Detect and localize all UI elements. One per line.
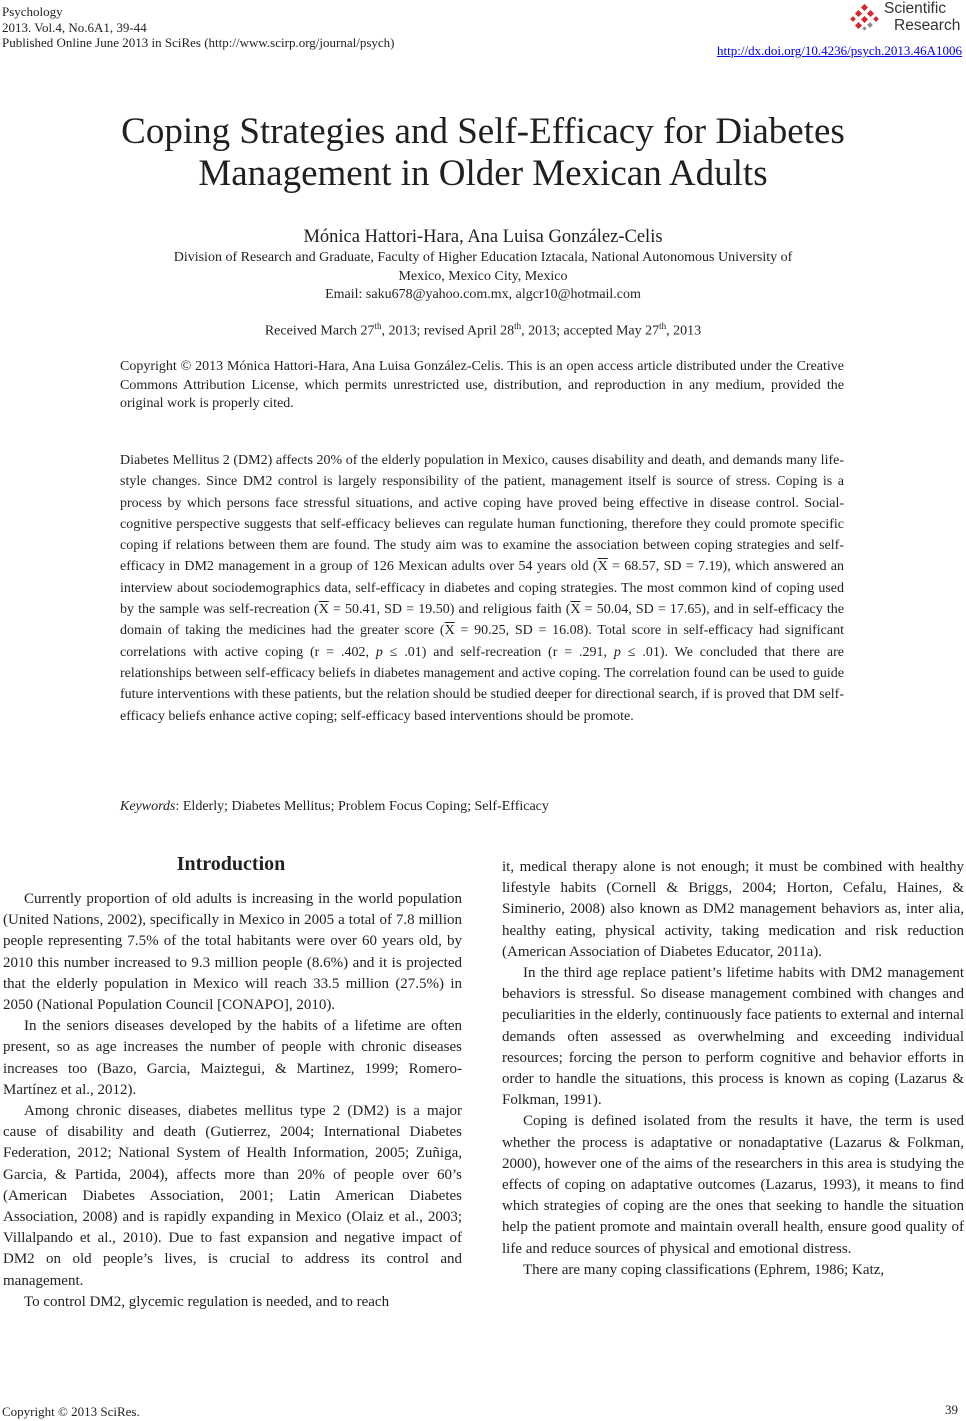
paragraph: Currently proportion of old adults is increasing in the world population (United Nations, 2002), specifically in Mexico in 2005 a total of 7.8 million people representing 7.5% of the total habitants were over 60 years old, by 2010 this number increased to 9.3 million people (8.6%) and it is projected that the elderly population in Mexico will reach 33.5 million (27.5%) in 2050 (National Population Council [CONAPO], 2010). [3, 891, 462, 1014]
footer-copyright: Copyright © 2013 SciRes. [2, 1404, 140, 1419]
left-column [3, 889, 462, 1313]
doi-link[interactable]: http://dx.doi.org/10.4236/psych.2013.46A1006 [717, 43, 962, 58]
copyright-notice: Copyright © 2013 Mónica Hattori-Hara, Ana Luisa González-Celis. This is an open access article distributed under the Creative Commons Attribution License, which permits unrestricted use, distribution, and reproduction in any medium, provided the original work is properly cited. [120, 359, 844, 411]
paragraph: Among chronic diseases, diabetes mellitus type 2 (DM2) is a major cause of disability and death (Gutierrez, 2004; International Diabetes Federation, 2012; National System of Health Information, 2005; Zuñiga, Garcia, & Partida, 2004), affects more than 20% of people over 60’s (American Diabetes Association, 2001; Latin American Diabetes Association, 2008) and is rapidly expanding in Mexico (Olaiz et al., 2003; Villalpando et al., 2010). Due to fast expansion and negative impact of DM2 on old people’s lives, is crucial to address its control and management. [3, 1103, 462, 1289]
keywords-label: Keywords [120, 799, 176, 814]
email-line: Email: saku678@yahoo.com.mx, algcr10@hotmail.com [325, 287, 641, 302]
received-dates: Received March 27th, 2013; revised April 28th, 2013; accepted May 27th, 2013 [264, 321, 702, 339]
keywords: Keywords: Elderly; Diabetes Mellitus; Problem Focus Coping; Self-Efficacy [120, 799, 549, 814]
journal-name: Psychology [2, 4, 63, 19]
paragraph: There are many coping classifications (Ephrem, 1986; Katz, [523, 1261, 885, 1278]
logo-wordmark: Scientific Research [884, 0, 961, 34]
paragraph: In the seniors diseases developed by the habits of a lifetime are often present, so as age increases the number of people with chronic diseases increases too (Bazo, Garcia, Maiztegui, & Martinez, 1999; Romero-Martínez et al., 2012). [3, 1018, 462, 1098]
right-column [502, 857, 964, 1281]
journal-header [2, 4, 395, 51]
abstract: Diabetes Mellitus 2 (DM2) affects 20% of the elderly population in Mexico, causes disability and death, and demands many life-style changes. Since DM2 control is largely responsibility of the patient, management itself is source of stress. Coping is a process by which persons face stressful situations, and active coping have proved being effective in disease control. Social-cognitive perspective suggests that self-efficacy believes can regulate human functioning, therefore they could promote specific coping if relations between them are found. The study aim was to examine the association between coping strategies and self-efficacy in DM2 management in a group of 126 Mexican adults over 54 years old ($\overline{X} = 68.57$, SD = 7.19), which answered an interview about sociodemographics data, self-efficacy in diabetes and coping strategies. The most common kind of coping used by the sample was self-recreation ($\overline{X} = 50.41$, SD = 19.50) and religious faith ($\overline{X} = 50.04$, SD = 17.65), and in self-efficacy the domain of taking the medicines had the greater score ($\overline{X} = 90.25$, SD = 16.08). Total score in self-efficacy had significant correlations with active coping (r = .402, p ≤ .01) and self-recreation (r = .291, p ≤ .01). We concluded that there are relationships between self-efficacy beliefs in diabetes management and active coping. The correlation found can be used to guide future interventions with these patients, but the relation should be studied deeper for directional search, if is proved that DM self-efficacy beliefs enhance active coping; self-efficacy based interventions should be promote. [120, 453, 845, 724]
scientific-research-logo [850, 0, 962, 38]
paragraph: Coping is defined isolated from the results it have, the term is used whether the process is adaptative or nonadaptative (Lazarus & Folkman, 2000), however one of the aims of the researchers in this area is studying the effects of coping on adaptative outcomes (Lazarus, 1993), it means to find which strategies of coping are the ones that seeking to handle the situation help the patient promote and maintain overall health, ensure good quality of life and reduce sources of physical and emotional distress. [502, 1113, 964, 1257]
logo-diamond-icon [850, 4, 880, 32]
section-heading-introduction: Introduction [176, 853, 286, 875]
paragraph: To control DM2, glycemic regulation is needed, and to reach [24, 1293, 390, 1310]
authors: Mónica Hattori-Hara, Ana Luisa González-Celis [303, 227, 663, 247]
journal-volume: 2013. Vol.4, No.6A1, 39-44 [2, 19, 147, 35]
published-line: Published Online June 2013 in SciRes (http://www.scirp.org/journal/psych) [2, 35, 395, 50]
paragraph: In the third age replace patient’s lifetime habits with DM2 management behaviors is stressful. So disease management combined with changes and peculiarities in the elderly, continuously face patients to external and internal demands often assessed as overwhelming and exceeding individual resources; forcing the person to perform cognitive and behavior efforts in order to handle the situations, this process is known as coping (Lazarus & Folkman, 1991). [502, 965, 964, 1109]
paragraph: it, medical therapy alone is not enough; it must be combined with healthy lifestyle habits (Cornell & Briggs, 2004; Horton, Cefalu, Haines, & Siminerio, 2008) also known as DM2 management behaviors as, inter alia, healthy eating, physical activity, taking medication and risk reduction (American Association of Diabetes Educator, 2011a). [502, 859, 964, 960]
affiliation: Division of Research and Graduate, Faculty of Higher Education Iztacala, National Autonomous University of Mexico, Mexico City, Mexico Email: saku678@yahoo.com.mx, algcr10@hotmail.com [118, 249, 848, 305]
paper-title: Coping Strategies and Self-Efficacy for Diabetes Management in Older Mexican Adults [121, 111, 845, 194]
page-number: 39 [945, 1402, 958, 1417]
